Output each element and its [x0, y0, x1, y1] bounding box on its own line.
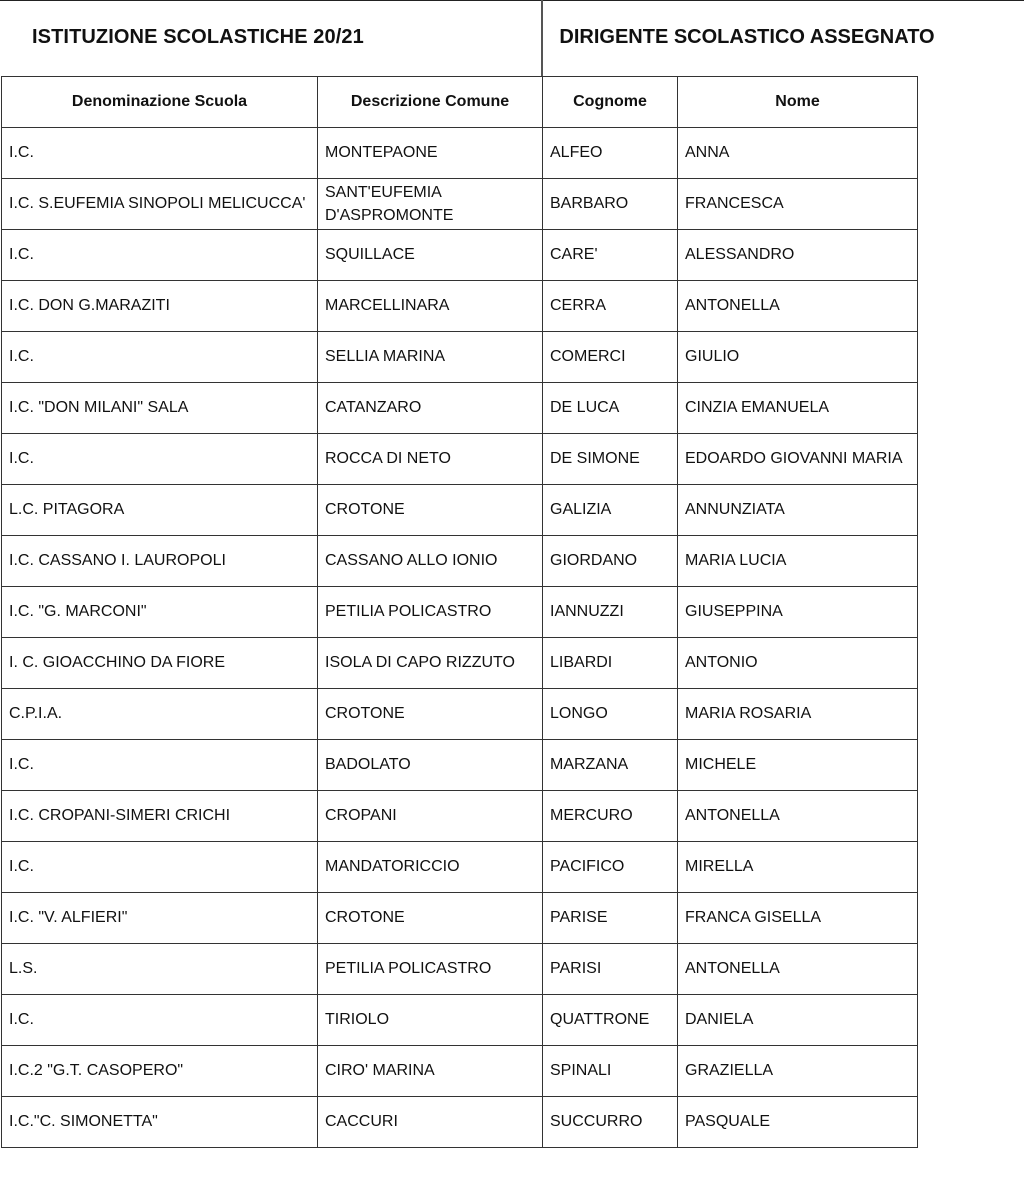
table-row: [2, 1046, 918, 1097]
cell-municipality: CATANZARO: [318, 383, 543, 434]
cell-municipality: MANDATORICCIO: [318, 842, 543, 893]
cell-surname: IANNUZZI: [543, 587, 678, 638]
cell-name: GIULIO: [678, 332, 918, 383]
cell-municipality: PETILIA POLICASTRO: [318, 587, 543, 638]
cell-municipality: SELLIA MARINA: [318, 332, 543, 383]
table-row: [2, 587, 918, 638]
cell-municipality: CROTONE: [318, 485, 543, 536]
table-row: [2, 128, 918, 179]
cell-name: GIUSEPPINA: [678, 587, 918, 638]
cell-surname: GIORDANO: [543, 536, 678, 587]
cell-surname: PARISE: [543, 893, 678, 944]
cell-school: I.C.: [2, 842, 318, 893]
table-row: [2, 842, 918, 893]
cell-surname: SPINALI: [543, 1046, 678, 1097]
cell-name: FRANCA GISELLA: [678, 893, 918, 944]
cell-school: I.C. CASSANO I. LAUROPOLI: [2, 536, 318, 587]
cell-surname: LIBARDI: [543, 638, 678, 689]
cell-municipality: SANT'EUFEMIA D'ASPROMONTE: [318, 179, 543, 230]
cell-municipality: BADOLATO: [318, 740, 543, 791]
cell-school: I.C.: [2, 230, 318, 281]
cell-municipality: ROCCA DI NETO: [318, 434, 543, 485]
table-row: [2, 791, 918, 842]
table-row: [2, 995, 918, 1046]
cell-school: I.C.: [2, 128, 318, 179]
cell-surname: LONGO: [543, 689, 678, 740]
cell-surname: PARISI: [543, 944, 678, 995]
cell-surname: DE SIMONE: [543, 434, 678, 485]
cell-name: MIRELLA: [678, 842, 918, 893]
cell-municipality: CROTONE: [318, 893, 543, 944]
cell-school: I.C.: [2, 332, 318, 383]
table-row: [2, 638, 918, 689]
cell-name: ANTONELLA: [678, 944, 918, 995]
cell-school: I.C.: [2, 995, 318, 1046]
cell-surname: MERCURO: [543, 791, 678, 842]
cell-school: I.C. "DON MILANI" SALA: [2, 383, 318, 434]
cell-school: I.C. DON G.MARAZITI: [2, 281, 318, 332]
cell-municipality: MONTEPAONE: [318, 128, 543, 179]
cell-school: I.C."C. SIMONETTA": [2, 1097, 318, 1148]
cell-name: CINZIA EMANUELA: [678, 383, 918, 434]
table-row: [2, 536, 918, 587]
table-row: [2, 230, 918, 281]
cell-name: MARIA ROSARIA: [678, 689, 918, 740]
column-header-school: Denominazione Scuola: [2, 77, 318, 128]
column-header-surname: Cognome: [543, 77, 678, 128]
cell-surname: QUATTRONE: [543, 995, 678, 1046]
cell-surname: SUCCURRO: [543, 1097, 678, 1148]
cell-surname: PACIFICO: [543, 842, 678, 893]
cell-surname: COMERCI: [543, 332, 678, 383]
cell-municipality: SQUILLACE: [318, 230, 543, 281]
section-title-principal: [543, 26, 1024, 49]
cell-name: PASQUALE: [678, 1097, 918, 1148]
cell-school: I.C. S.EUFEMIA SINOPOLI MELICUCCA': [2, 179, 318, 230]
cell-municipality: CROTONE: [318, 689, 543, 740]
cell-school: I.C. "V. ALFIERI": [2, 893, 318, 944]
table-row: [2, 944, 918, 995]
cell-municipality: TIRIOLO: [318, 995, 543, 1046]
section-title-principal-text: DIRIGENTE SCOLASTICO ASSEGNATO: [559, 26, 935, 48]
cell-name: MARIA LUCIA: [678, 536, 918, 587]
table-row: [2, 383, 918, 434]
table-row: [2, 893, 918, 944]
table-row: [2, 281, 918, 332]
cell-surname: DE LUCA: [543, 383, 678, 434]
cell-municipality: MARCELLINARA: [318, 281, 543, 332]
cell-school: I.C.2 "G.T. CASOPERO": [2, 1046, 318, 1097]
table-row: [2, 332, 918, 383]
cell-name: MICHELE: [678, 740, 918, 791]
table-row: [2, 179, 918, 230]
cell-name: DANIELA: [678, 995, 918, 1046]
cell-school: I.C. CROPANI-SIMERI CRICHI: [2, 791, 318, 842]
cell-school: I.C.: [2, 434, 318, 485]
table-row: [2, 1097, 918, 1148]
column-header-municipality: Descrizione Comune: [318, 77, 543, 128]
cell-name: ALESSANDRO: [678, 230, 918, 281]
cell-municipality: CROPANI: [318, 791, 543, 842]
cell-surname: BARBARO: [543, 179, 678, 230]
cell-name: EDOARDO GIOVANNI MARIA: [678, 434, 918, 485]
cell-name: GRAZIELLA: [678, 1046, 918, 1097]
cell-school: L.S.: [2, 944, 318, 995]
table-row: [2, 689, 918, 740]
cell-surname: GALIZIA: [543, 485, 678, 536]
cell-surname: MARZANA: [543, 740, 678, 791]
cell-name: ANNA: [678, 128, 918, 179]
cell-school: I.C. "G. MARCONI": [2, 587, 318, 638]
table-row: [2, 740, 918, 791]
cell-school: C.P.I.A.: [2, 689, 318, 740]
cell-municipality: CASSANO ALLO IONIO: [318, 536, 543, 587]
table-row: [2, 485, 918, 536]
cell-school: I. C. GIOACCHINO DA FIORE: [2, 638, 318, 689]
cell-municipality: CACCURI: [318, 1097, 543, 1148]
cell-school: L.C. PITAGORA: [2, 485, 318, 536]
cell-name: ANNUNZIATA: [678, 485, 918, 536]
section-title-schools: ISTITUZIONE SCOLASTICHE 20/21: [32, 26, 364, 48]
header-top-rule: [0, 0, 1024, 1]
cell-surname: CARE': [543, 230, 678, 281]
document-header: [0, 0, 1024, 76]
cell-municipality: PETILIA POLICASTRO: [318, 944, 543, 995]
cell-name: FRANCESCA: [678, 179, 918, 230]
cell-name: ANTONELLA: [678, 281, 918, 332]
table-header-row: [2, 77, 918, 128]
cell-school: I.C.: [2, 740, 318, 791]
cell-municipality: ISOLA DI CAPO RIZZUTO: [318, 638, 543, 689]
cell-municipality: CIRO' MARINA: [318, 1046, 543, 1097]
cell-name: ANTONELLA: [678, 791, 918, 842]
table-row: [2, 434, 918, 485]
assignment-table: [1, 76, 918, 1148]
cell-surname: ALFEO: [543, 128, 678, 179]
cell-name: ANTONIO: [678, 638, 918, 689]
column-header-name: Nome: [678, 77, 918, 128]
table-body: [2, 128, 918, 1148]
cell-surname: CERRA: [543, 281, 678, 332]
